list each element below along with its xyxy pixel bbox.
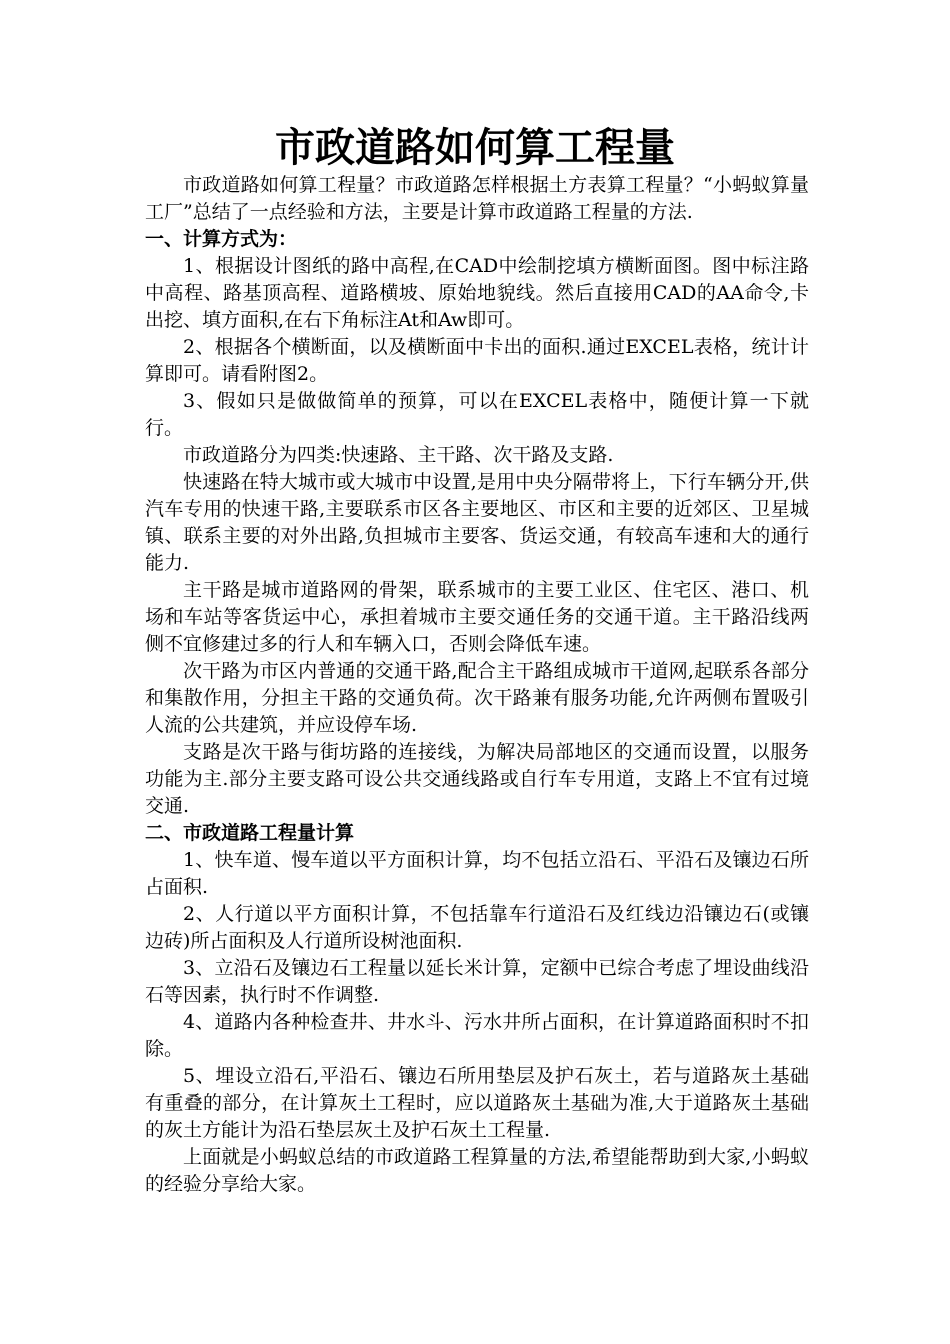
document-title: 市政道路如何算工程量 — [275, 124, 675, 171]
paragraph: 4、道路内各种检查井、井水斗、污水井所占面积，在计算道路面积时不扣除。 — [145, 1011, 809, 1060]
paragraph: 2、根据各个横断面，以及横断面中卡出的面积.通过EXCEL表格，统计计算即可。请看附图2。 — [145, 336, 809, 385]
paragraph: 支路是次干路与街坊路的连接线，为解决局部地区的交通而设置，以服务功能为主.部分主要支路可设公共交通线路或自行车专用道，支路上不宜有过境交通. — [145, 741, 809, 817]
paragraph: 市政道路分为四类:快速路、主干路、次干路及支路. — [183, 444, 614, 466]
closing-paragraph: 上面就是小蚂蚁总结的市政道路工程算量的方法,希望能帮助到大家,小蚂蚁的经验分享给大家。 — [145, 1146, 809, 1195]
intro-paragraph: 市政道路如何算工程量？市政道路怎样根据土方表算工程量？“小蚂蚁算量工厂”总结了一点经验和方法，主要是计算市政道路工程量的方法. — [145, 174, 809, 223]
paragraph: 3、立沿石及镶边石工程量以延长米计算，定额中已综合考虑了埋设曲线沿石等因素，执行时不作调整. — [145, 957, 809, 1006]
section-heading-calculation-method: 一、计算方式为： — [145, 228, 298, 250]
paragraph: 次干路为市区内普通的交通干路,配合主干路组成城市干道网,起联系各部分和集散作用，分担主干路的交通负荷。次干路兼有服务功能,允许两侧布置吸引人流的公共建筑，并应设停车场. — [145, 660, 809, 736]
paragraph: 主干路是城市道路网的骨架，联系城市的主要工业区、住宅区、港口、机场和车站等客货运中心，承担着城市主要交通任务的交通干道。主干路沿线两侧不宜修建过多的行人和车辆入口，否则会降低车速。 — [145, 579, 809, 655]
section-heading-quantity-calculation: 二、市政道路工程量计算 — [145, 822, 355, 844]
paragraph: 3、假如只是做做简单的预算，可以在EXCEL表格中，随便计算一下就行。 — [145, 390, 809, 439]
paragraph: 1、快车道、慢车道以平方面积计算，均不包括立沿石、平沿石及镶边石所占面积. — [145, 849, 809, 898]
paragraph: 5、埋设立沿石,平沿石、镶边石所用垫层及护石灰土，若与道路灰土基础有重叠的部分，在计算灰土工程时，应以道路灰土基础为准,大于道路灰土基础的灰土方能计为沿石垫层灰土及护石灰土工程量. — [145, 1065, 809, 1141]
paragraph: 2、人行道以平方面积计算，不包括靠车行道沿石及红线边沿镶边石(或镶边砖)所占面积及人行道所设树池面积. — [145, 903, 809, 952]
document-body — [145, 172, 809, 1198]
paragraph: 快速路在特大城市或大城市中设置,是用中央分隔带将上，下行车辆分开,供汽车专用的快速干路,主要联系市区各主要地区、市区和主要的近郊区、卫星城镇、联系主要的对外出路,负担城市主要客、货运交通，有较高车速和大的通行能力. — [145, 471, 809, 574]
paragraph: 1、根据设计图纸的路中高程,在CAD中绘制挖填方横断面图。图中标注路中高程、路基顶高程、道路横坡、原始地貌线。然后直接用CAD的AA命令,卡出挖、填方面积,在右下角标注At和Aw即可。 — [145, 255, 809, 331]
